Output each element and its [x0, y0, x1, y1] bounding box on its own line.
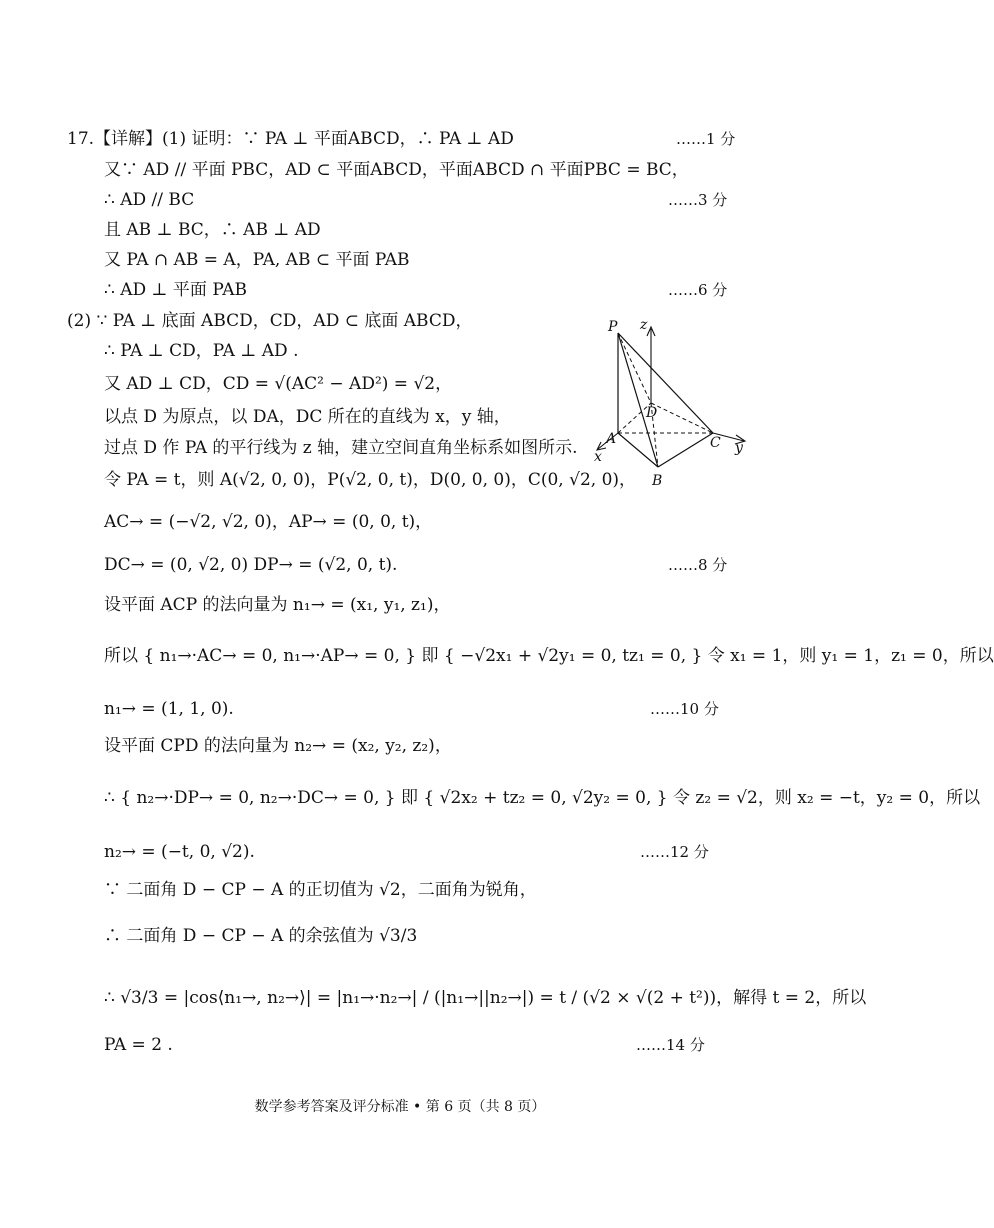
line-6: ∴ AD ⊥ 平面 PAB: [104, 280, 247, 300]
line-14: DC→ = (0, √2, 0) DP→ = (√2, 0, t).: [104, 555, 398, 575]
line-7: (2) ∵ PA ⊥ 底面 ABCD，CD，AD ⊂ 底面 ABCD，: [67, 311, 473, 331]
edge-dc-dashed: [651, 403, 713, 433]
edge-pd-dashed: [618, 333, 651, 403]
score-3: ……3 分: [668, 191, 728, 209]
line-21: ∵ 二面角 D − CP − A 的正切值为 √2，二面角为锐角，: [104, 880, 537, 900]
line-13: AC→ = (−√2, √2, 0)，AP→ = (0, 0, t)，: [104, 512, 433, 532]
line-5: 又 PA ∩ AB = A，PA, AB ⊂ 平面 PAB: [104, 250, 410, 270]
line-19: ∴ { n₂→·DP→ = 0, n₂→·DC→ = 0, } 即 { √2x₂ + tz₂ = 0, √2y₂ = 0, } 令 z₂ = √2，则 x₂ = −t，y₂ = 0，所以: [104, 788, 981, 808]
line-2: 又∵ AD // 平面 PBC，AD ⊂ 平面ABCD，平面ABCD ∩ 平面PBC = BC，: [104, 160, 689, 180]
line-4: 且 AB ⊥ BC，∴ AB ⊥ AD: [104, 220, 321, 240]
line-23: ∴ √3/3 = |cos⟨n₁→, n₂→⟩| = |n₁→·n₂→| / (|n₁→||n₂→|) = t / (√2 × √(2 + t²))，解得 t = 2，所以: [104, 988, 867, 1008]
page-footer: 数学参考答案及评分标准 • 第 6 页（共 8 页）: [254, 1099, 546, 1115]
score-12: ……12 分: [640, 843, 709, 861]
label-x: x: [594, 449, 602, 465]
label-b: B: [652, 473, 663, 489]
line-8: ∴ PA ⊥ CD，PA ⊥ AD .: [104, 341, 299, 361]
line-10: 以点 D 为原点，以 DA，DC 所在的直线为 x，y 轴，: [104, 407, 511, 427]
line-1: 17.【详解】(1) 证明：∵ PA ⊥ 平面ABCD，∴ PA ⊥ AD: [67, 129, 514, 149]
edge-ab: [618, 433, 658, 467]
score-6: ……6 分: [668, 281, 728, 299]
score-10: ……10 分: [650, 700, 719, 718]
score-1: ……1 分: [676, 130, 736, 148]
line-9: 又 AD ⊥ CD，CD = √(AC² − AD²) = √2，: [104, 374, 453, 394]
score-14: ……14 分: [636, 1036, 705, 1054]
line-17: n₁→ = (1, 1, 0).: [104, 699, 234, 719]
line-12: 令 PA = t，则 A(√2, 0, 0)，P(√2, 0, t)，D(0, 0, 0)，C(0, √2, 0)，: [104, 470, 637, 490]
edge-bc: [658, 433, 713, 467]
label-y: y: [735, 440, 743, 456]
edge-pc: [618, 333, 713, 433]
edge-pb: [618, 333, 658, 467]
label-d: D: [646, 405, 658, 421]
line-18: 设平面 CPD 的法向量为 n₂→ = (x₂, y₂, z₂)，: [104, 736, 452, 756]
line-16: 所以 { n₁→·AC→ = 0, n₁→·AP→ = 0, } 即 { −√2x₁ + √2y₁ = 0, tz₁ = 0, } 令 x₁ = 1，则 y₁ = 1，z₁ = 0，所以: [104, 646, 994, 666]
line-3: ∴ AD // BC: [104, 190, 195, 210]
score-8: ……8 分: [668, 556, 728, 574]
label-a: A: [606, 431, 617, 447]
label-z: z: [640, 317, 648, 333]
line-22: ∴ 二面角 D − CP − A 的余弦值为 √3/3: [104, 926, 418, 946]
line-20: n₂→ = (−t, 0, √2).: [104, 842, 255, 862]
line-24: PA = 2 .: [104, 1035, 173, 1055]
line-15: 设平面 ACP 的法向量为 n₁→ = (x₁, y₁, z₁)，: [104, 595, 451, 615]
label-c: C: [710, 435, 721, 451]
pyramid-diagram: [588, 315, 760, 493]
label-p: P: [608, 319, 618, 335]
line-11: 过点 D 作 PA 的平行线为 z 轴，建立空间直角坐标系如图所示.: [104, 438, 578, 458]
